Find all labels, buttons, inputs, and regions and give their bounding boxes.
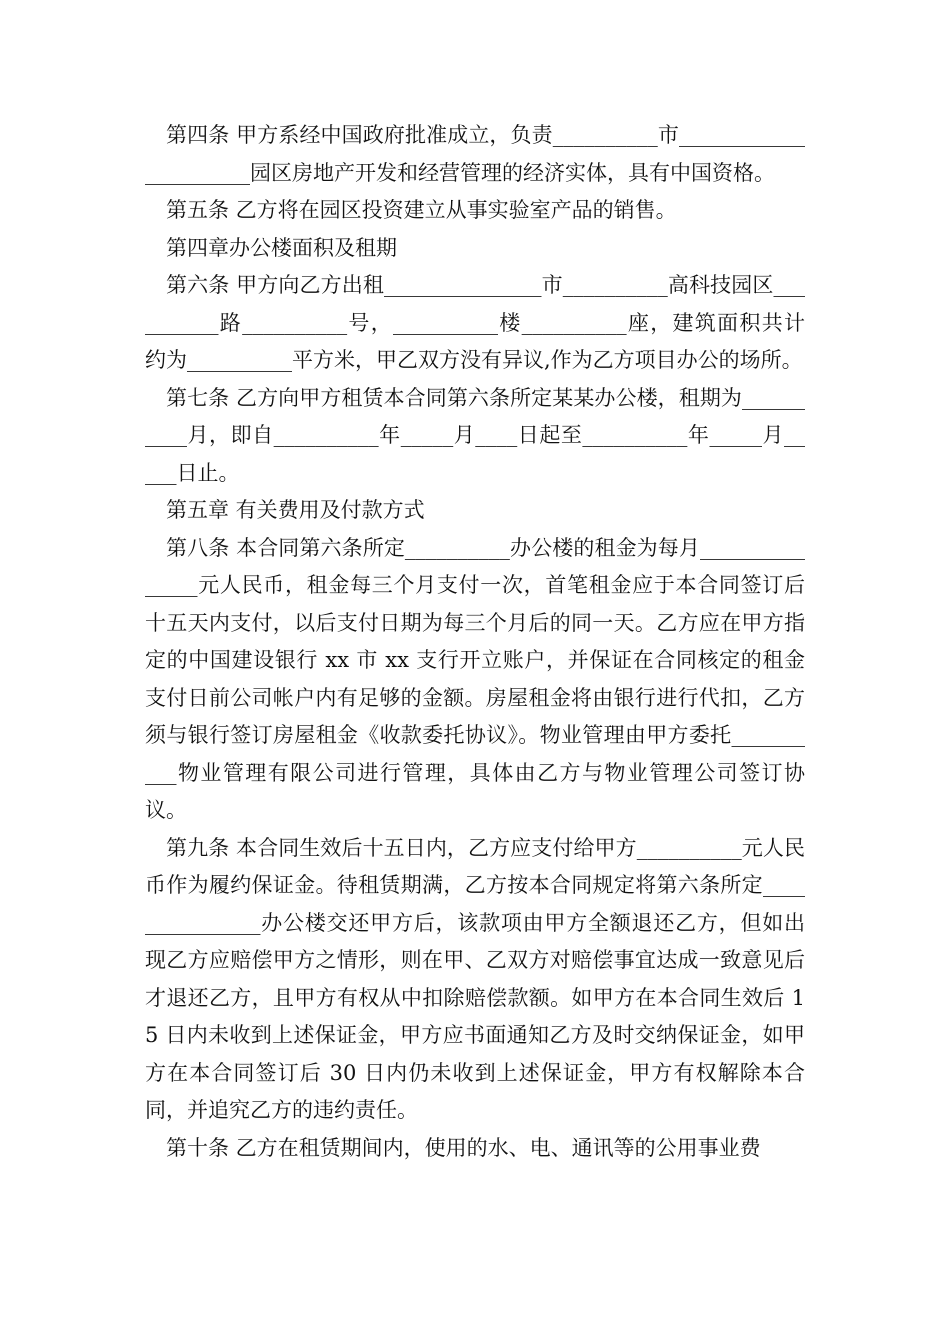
chapter-5-heading: 第五章 有关费用及付款方式: [166, 498, 425, 522]
article-5-paragraph: 第五条 乙方将在园区投资建立从事实验室产品的销售。: [166, 198, 677, 222]
article-7-paragraph: 第七条 乙方向甲方租赁本合同第六条所定某某办公楼，租期为__________月，即自__________年_____月____日起至__________年_____月_____日止。: [145, 385, 805, 485]
article-9-paragraph: 第九条 本合同生效后十五日内，乙方应支付给甲方__________元人民币作为履约保证金。待租赁期满，乙方按本合同规定将第六条所定_______________办公楼交还甲方后，该款项由甲方全额退还乙方，但如出现乙方应赔偿甲方之情形，则在甲、乙双方对赔偿事宜达成一致意见后才退还乙方，且甲方有权从中扣除赔偿款额。如甲方在本合同生效后 15 日内未收到上述保证金，甲方应书面通知乙方及时交纳保证金，如甲方在本合同签订后 30 日内仍未收到上述保证金，甲方有权解除本合同，并追究乙方的违约责任。: [145, 835, 805, 1122]
chapter-4-heading: 第四章办公楼面积及租期: [166, 235, 397, 260]
article-4-paragraph: 第四条 甲方系经中国政府批准成立，负责__________市______________________园区房地产开发和经营管理的经济实体，具有中国资格。: [145, 123, 805, 185]
document-page: [145, 117, 805, 1167]
article-10-paragraph: 第十条 乙方在租赁期间内，使用的水、电、通讯等的公用事业费: [166, 1135, 761, 1160]
article-8-paragraph: 第八条 本合同第六条所定__________办公楼的租金为每月_______________元人民币，租金每三个月支付一次，首笔租金应于本合同签订后十五天内支付，以后支付日期为每三个月后的同一天。乙方应在甲方指定的中国建设银行 xx 市 xx 支行开立账户，并保证在合同核定的租金支付日前公司帐户内有足够的金额。房屋租金将由银行进行代扣，乙方须与银行签订房屋租金《收款委托协议》。物业管理由甲方委托__________物业管理有限公司进行管理，具体由乙方与物业管理公司签订协议。: [145, 535, 805, 822]
article-6-paragraph: 第六条 甲方向乙方出租_______________市__________高科技园区__________路__________号，__________楼__________座，建筑面积共计约为__________平方米，甲乙双方没有异议,作为乙方项目办公的场所。: [145, 273, 805, 372]
